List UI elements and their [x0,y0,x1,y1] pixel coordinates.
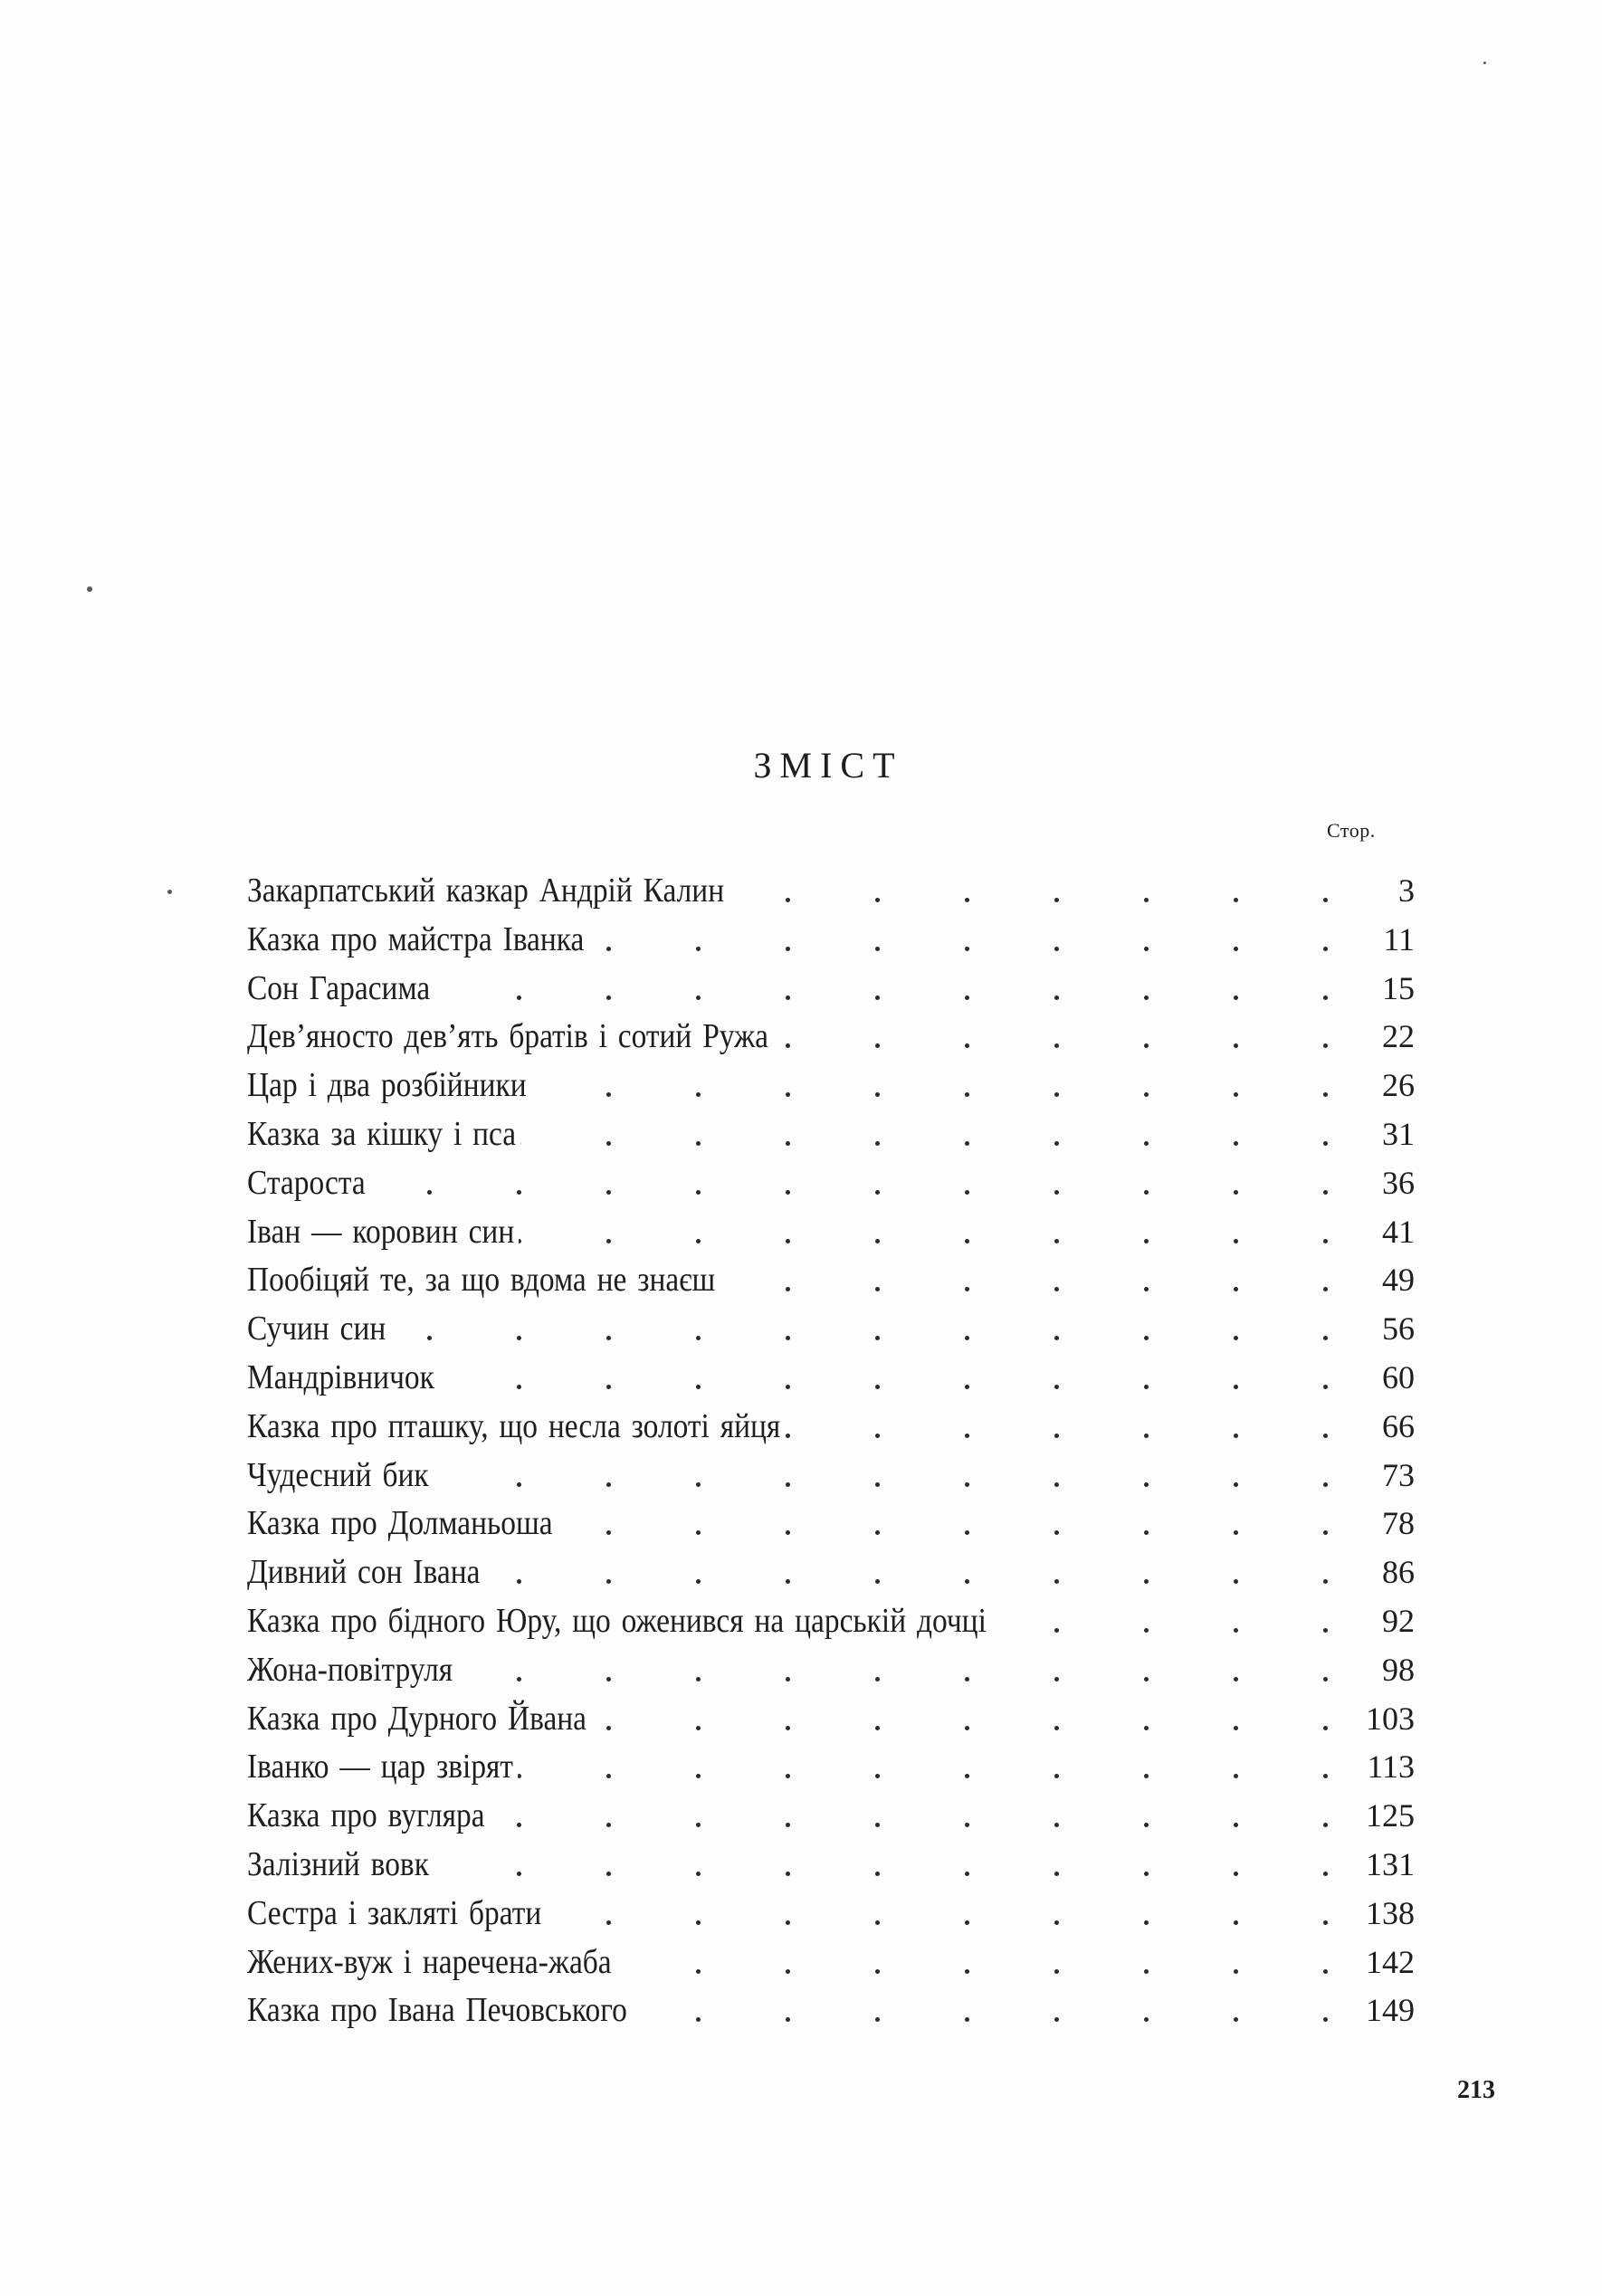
leader-dot [1144,1092,1149,1097]
leader-dot [875,1482,880,1487]
toc-entry-title: Казка за кішку і пса [247,1110,520,1159]
toc-entry-title: Сучин син [247,1305,391,1354]
toc-entry-title: Сон Гарасима [247,965,435,1014]
toc-entry-title: Казка про пташку, що несла золоті яйця [247,1403,786,1452]
leader-dot [1144,1677,1149,1682]
leader-dot [1323,1141,1328,1146]
toc-entry-title: Чудесний бик [247,1452,434,1500]
leader-dot [965,1920,969,1925]
toc-entry-title: Казка про майстра Іванка [247,916,589,965]
leader-dot [606,1239,611,1243]
dot-leader [332,1841,1328,1890]
leader-dot [875,1969,880,1974]
toc-entry-title: Дев’яносто дев’ять братів і сотий Ружа [247,1013,773,1062]
toc-entry-page: 142 [1366,1943,1415,1980]
leader-dot [786,1287,790,1291]
scan-speck [87,586,92,592]
leader-dot [1054,1482,1059,1487]
leader-dot [696,1482,701,1487]
leader-dot [875,1141,880,1146]
leader-dot [875,1530,880,1535]
leader-dot [1323,1385,1328,1389]
toc-entry-title: Казка про бідного Юру, що оженився на царській дочці [247,1597,991,1646]
toc-entry[interactable] [247,1208,1415,1257]
leader-dot [1323,1239,1328,1243]
leader-dot [1234,1239,1238,1243]
toc-entry-page: 60 [1382,1358,1415,1396]
toc-entry-title: Іванко — цар звірят [247,1743,518,1792]
leader-dot [517,1190,521,1195]
toc-entry-title: Староста [247,1159,370,1208]
toc-entry-page: 41 [1382,1213,1415,1250]
leader-dot [1054,996,1059,1000]
leader-dot [1323,1190,1328,1195]
leader-dot [786,1434,790,1438]
leader-dot [1054,1969,1059,1974]
toc-entry[interactable] [247,1452,1415,1500]
leader-dot [517,1579,521,1584]
leader-dot [786,1530,790,1535]
leader-dot [1234,1336,1238,1340]
leader-dot [1054,898,1059,902]
toc-entry-title: Мандрівничок [247,1354,439,1403]
leader-dot [786,1336,790,1340]
toc-entry-title: Казка про Івана Печовського [247,1986,632,2035]
leader-dot [1323,1823,1328,1827]
leader-dot [786,1823,790,1827]
leader-dot [786,1677,790,1682]
leader-dot [606,1092,611,1097]
leader-dot [875,1726,880,1730]
leader-dot [875,996,880,1000]
leader-dot [1144,898,1149,902]
leader-dot [517,1872,521,1876]
leader-dot [1234,1872,1238,1876]
leader-dot [875,1434,880,1438]
leader-dot [606,1141,611,1146]
leader-dot [965,1677,969,1682]
leader-dot [875,1774,880,1778]
leader-dot [517,996,521,1000]
dot-leader [332,1354,1328,1403]
leader-dot [1144,2017,1149,2022]
toc-entry-title: Залізний вовк [247,1841,434,1890]
toc-entry[interactable] [247,1743,1415,1792]
leader-dot [965,1530,969,1535]
leader-dot [965,1190,969,1195]
leader-dot [1234,1434,1238,1438]
leader-dot [1323,1726,1328,1730]
leader-dot [1323,1287,1328,1291]
leader-dot [1144,1190,1149,1195]
toc-entry[interactable] [247,1986,1415,2035]
leader-dot [875,1677,880,1682]
leader-dot [1054,1141,1059,1146]
dot-leader [332,1305,1328,1354]
leader-dot [606,1920,611,1925]
leader-dot [786,1920,790,1925]
leader-dot [696,2017,701,2022]
toc-entry[interactable] [247,1062,1415,1110]
toc-entry[interactable] [247,916,1415,965]
leader-dot [1234,1579,1238,1584]
leader-dot [696,1579,701,1584]
dot-leader [332,1159,1328,1208]
toc-entry-title: Казка про Долманьоша [247,1500,558,1548]
leader-dot [965,1141,969,1146]
toc-entry[interactable] [247,867,1415,916]
leader-dot [786,1385,790,1389]
leader-dot [965,1823,969,1827]
leader-dot [696,1823,701,1827]
leader-dot [786,2017,790,2022]
leader-dot [1054,1774,1059,1778]
leader-dot [606,1482,611,1487]
leader-dot [1323,898,1328,902]
leader-dot [696,1677,701,1682]
leader-dot [696,1969,701,1974]
toc-entry-page: 103 [1366,1700,1415,1737]
leader-dot [1054,1726,1059,1730]
leader-dot [1144,1287,1149,1291]
leader-dot [1144,1920,1149,1925]
toc-entry[interactable] [247,1403,1415,1452]
leader-dot [1234,1287,1238,1291]
toc-entry-page: 66 [1382,1407,1415,1444]
toc-entry-page: 15 [1382,969,1415,1006]
leader-dot [1323,996,1328,1000]
leader-dot [696,1385,701,1389]
leader-dot [875,1579,880,1584]
leader-dot [1144,1628,1149,1633]
toc-entry-page: 73 [1382,1456,1415,1493]
leader-dot [1234,1823,1238,1827]
leader-dot [1144,1726,1149,1730]
leader-dot [1144,1043,1149,1048]
leader-dot [517,1385,521,1389]
toc-entry[interactable] [247,1792,1415,1841]
leader-dot [1323,1677,1328,1682]
leader-dot [875,1920,880,1925]
toc-entry[interactable] [247,1939,1415,1987]
leader-dot [965,2017,969,2022]
leader-dot [786,1726,790,1730]
leader-dot [875,1823,880,1827]
toc-entry[interactable] [247,1597,1415,1646]
leader-dot [786,898,790,902]
leader-dot [1054,1823,1059,1827]
leader-dot [786,1190,790,1195]
leader-dot [1323,2017,1328,2022]
leader-dot [427,1190,432,1195]
leader-dot [517,1336,521,1340]
toc-entry-title: Казка про вугляра [247,1792,490,1841]
leader-dot [606,1336,611,1340]
leader-dot [606,1530,611,1535]
toc-entry-page: 26 [1382,1067,1415,1104]
leader-dot [875,1385,880,1389]
leader-dot [1144,1969,1149,1974]
toc-entry-page: 138 [1366,1894,1415,1931]
leader-dot [965,1336,969,1340]
leader-dot [875,1043,880,1048]
leader-dot [1234,1190,1238,1195]
dot-leader [332,1646,1328,1695]
toc-entry-page: 92 [1382,1602,1415,1639]
leader-dot [1234,947,1238,951]
leader-dot [1054,1872,1059,1876]
leader-dot [875,2017,880,2022]
leader-dot [696,1239,701,1243]
leader-dot [1144,1434,1149,1438]
leader-dot [517,1482,521,1487]
leader-dot [606,1872,611,1876]
toc-entry-title: Сестра і закляті брати [247,1890,547,1939]
leader-dot [1144,1482,1149,1487]
leader-dot [786,1482,790,1487]
leader-dot [1144,1239,1149,1243]
leader-dot [1054,2017,1059,2022]
leader-dot [875,1872,880,1876]
leader-dot [875,1336,880,1340]
toc-entry[interactable] [247,1110,1415,1159]
leader-dot [875,898,880,902]
leader-dot [786,1579,790,1584]
leader-dot [965,996,969,1000]
toc-entry-title: Жених-вуж і наречена-жаба [247,1939,616,1987]
leader-dot [517,1823,521,1827]
toc-entry-page: 3 [1398,872,1415,909]
leader-dot [1323,1336,1328,1340]
leader-dot [606,1823,611,1827]
leader-dot [1144,1579,1149,1584]
leader-dot [1234,1628,1238,1633]
leader-dot [875,1190,880,1195]
toc-entry-page: 86 [1382,1554,1415,1591]
leader-dot [1234,1385,1238,1389]
leader-dot [786,1969,790,1974]
leader-dot [965,1287,969,1291]
leader-dot [1234,1726,1238,1730]
leader-dot [1234,1920,1238,1925]
toc-entry[interactable] [247,965,1415,1014]
leader-dot [1234,898,1238,902]
leader-dot [606,1774,611,1778]
toc-entry-title: Дивний сон Івана [247,1548,485,1597]
leader-dot [1054,1434,1059,1438]
toc-entry-page: 11 [1383,920,1415,957]
leader-dot [1234,996,1238,1000]
leader-dot [606,1726,611,1730]
toc-entry-page: 113 [1367,1748,1415,1786]
toc-entry-title: Казка про Дурного Йвана [247,1695,591,1744]
leader-dot [606,1385,611,1389]
leader-dot [1323,1872,1328,1876]
leader-dot [1144,1872,1149,1876]
leader-dot [786,1141,790,1146]
toc-entry[interactable] [247,1890,1415,1939]
leader-dot [1323,1774,1328,1778]
toc-heading: ЗМІСТ [753,745,903,786]
leader-dot [427,1336,432,1340]
toc-entry[interactable] [247,1500,1415,1548]
toc-entry-page: 56 [1382,1310,1415,1348]
leader-dot [965,1434,969,1438]
leader-dot [1323,1092,1328,1097]
leader-dot [1234,1092,1238,1097]
leader-dot [696,1726,701,1730]
toc-entry-page: 149 [1366,1992,1415,2029]
leader-dot [696,1872,701,1876]
scan-speck [1483,62,1486,64]
leader-dot [786,1092,790,1097]
toc-entry[interactable] [247,1256,1415,1305]
leader-dot [1323,1434,1328,1438]
leader-dot [965,1385,969,1389]
leader-dot [1144,1823,1149,1827]
leader-dot [1234,2017,1238,2022]
toc-entry[interactable] [247,1159,1415,1208]
leader-dot [1323,1530,1328,1535]
leader-dot [965,1579,969,1584]
leader-dot [1234,1677,1238,1682]
dot-leader [332,1452,1328,1500]
leader-dot [1323,1482,1328,1487]
leader-dot [1234,1482,1238,1487]
leader-dot [696,1141,701,1146]
toc-entry-title: Цар і два розбійники [247,1062,531,1110]
leader-dot [1323,1628,1328,1633]
toc-entry[interactable] [247,1548,1415,1597]
leader-dot [1144,947,1149,951]
scan-speck [167,890,172,894]
leader-dot [875,1239,880,1243]
toc-entry-title: Пообіцяй те, за що вдома не знаєш [247,1256,720,1305]
leader-dot [1234,1530,1238,1535]
leader-dot [875,947,880,951]
toc-entry[interactable] [247,1305,1415,1354]
toc-entry-page: 36 [1382,1164,1415,1201]
leader-dot [965,1482,969,1487]
leader-dot [696,1774,701,1778]
leader-dot [786,947,790,951]
leader-dot [965,1872,969,1876]
leader-dot [1144,1336,1149,1340]
toc-entry-page: 22 [1382,1018,1415,1055]
leader-dot [696,1190,701,1195]
leader-dot [696,1530,701,1535]
leader-dot [1054,947,1059,951]
leader-dot [1144,1774,1149,1778]
leader-dot [1054,1920,1059,1925]
toc-entry-page: 78 [1382,1505,1415,1542]
dot-leader [332,965,1328,1014]
toc-entry[interactable] [247,1354,1415,1403]
leader-dot [1323,947,1328,951]
toc-entry-page: 49 [1382,1262,1415,1299]
leader-dot [1054,1579,1059,1584]
leader-dot [1054,1677,1059,1682]
leader-dot [606,1579,611,1584]
leader-dot [1054,1190,1059,1195]
leader-dot [1054,1287,1059,1291]
toc-entry-title: Закарпатський казкар Андрій Калин [247,867,729,916]
toc-entry-title: Іван — коровин син [247,1208,520,1257]
leader-dot [606,1190,611,1195]
leader-dot [1323,1920,1328,1925]
leader-dot [1144,1385,1149,1389]
leader-dot [1323,1969,1328,1974]
leader-dot [1234,1141,1238,1146]
toc-entry[interactable] [247,1695,1415,1744]
leader-dot [1054,1092,1059,1097]
leader-dot [1323,1043,1328,1048]
leader-dot [1054,1385,1059,1389]
page-column-label: Стор. [1327,819,1376,842]
leader-dot [1054,1628,1059,1633]
toc-entry[interactable] [247,1646,1415,1695]
leader-dot [965,1092,969,1097]
leader-dot [786,1872,790,1876]
leader-dot [965,947,969,951]
toc-entry-page: 131 [1366,1845,1415,1882]
leader-dot [965,1774,969,1778]
toc-entry-page: 125 [1366,1797,1415,1834]
leader-dot [965,898,969,902]
table-of-contents [247,867,1415,2035]
leader-dot [965,1239,969,1243]
leader-dot [696,947,701,951]
leader-dot [1054,1239,1059,1243]
leader-dot [786,996,790,1000]
leader-dot [1234,1043,1238,1048]
toc-entry-title: Жона-повітруля [247,1646,457,1695]
leader-dot [965,1043,969,1048]
leader-dot [1054,1530,1059,1535]
leader-dot [606,996,611,1000]
leader-dot [517,1677,521,1682]
leader-dot [786,1043,790,1048]
leader-dot [1054,1043,1059,1048]
toc-entry[interactable] [247,1013,1415,1062]
leader-dot [696,996,701,1000]
leader-dot [786,1239,790,1243]
leader-dot [1144,996,1149,1000]
leader-dot [965,1969,969,1974]
leader-dot [606,947,611,951]
leader-dot [696,1336,701,1340]
leader-dot [696,1920,701,1925]
toc-entry[interactable] [247,1841,1415,1890]
leader-dot [1234,1774,1238,1778]
leader-dot [1144,1530,1149,1535]
toc-entry-page: 31 [1382,1115,1415,1152]
toc-entry-page: 98 [1382,1651,1415,1688]
leader-dot [696,1092,701,1097]
leader-dot [1323,1579,1328,1584]
leader-dot [1234,1969,1238,1974]
leader-dot [875,1092,880,1097]
leader-dot [965,1726,969,1730]
leader-dot [1054,1336,1059,1340]
leader-dot [606,1677,611,1682]
page-number: 213 [1457,2076,1495,2104]
leader-dot [786,1774,790,1778]
leader-dot [875,1287,880,1291]
leader-dot [1144,1141,1149,1146]
